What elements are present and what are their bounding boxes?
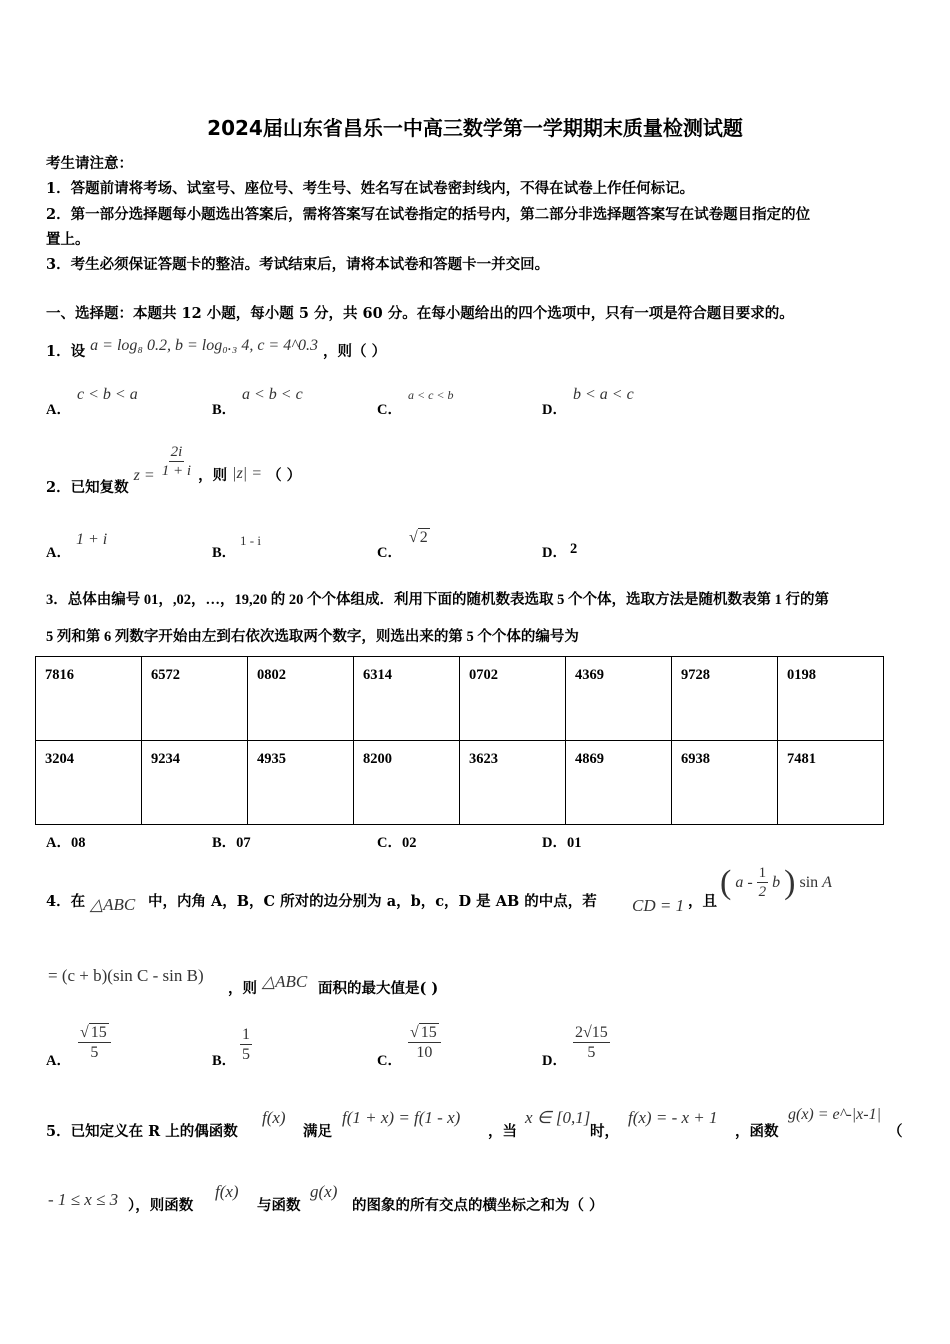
q3-line-2: 5 列和第 6 列数字开始由左到右依次选取两个数字，则选出来的第 5 个个体的编号为: [46, 629, 579, 645]
q5-f1: f(x): [262, 1108, 286, 1127]
q2-prefix: 2．已知复数: [46, 478, 129, 496]
q2-option-a: 1 + i: [76, 531, 108, 548]
q3-line-1: 3．总体由编号 01，,02，…，19,20 的 20 个个体组成．利用下面的随机数表选取 5 个个体，选取方法是随机数表第 1 行的第: [46, 592, 829, 608]
notice-item-2a: 2．第一部分选择题每小题选出答案后，需将答案写在试卷指定的括号内，第二部分非选择题答案写在试卷题目指定的位: [46, 206, 811, 223]
q2-stem: [46, 444, 302, 496]
q2-mid: ，则: [198, 466, 228, 484]
q1-option-b-label: B．: [212, 402, 237, 418]
q2-fraction: [160, 444, 193, 480]
q4-text-1: 4．在: [46, 893, 86, 910]
table-cell: 0198: [778, 657, 884, 741]
q5-text-7: ），则函数: [128, 1197, 194, 1214]
table-cell: 6314: [354, 657, 460, 741]
q1-stem: [46, 337, 387, 361]
q5-text-9: 的图象的所有交点的横坐标之和为（ ）: [352, 1197, 604, 1214]
q3-option-a: A．08: [46, 835, 86, 851]
table-cell: 6572: [142, 657, 248, 741]
table-cell: 4935: [248, 741, 354, 825]
q1-option-c-label: C．: [377, 402, 402, 418]
q5-range: x ∈ [0,1]: [525, 1108, 591, 1127]
q5-condition: f(1 + x) = f(1 - x): [342, 1108, 461, 1127]
table-cell: 3204: [36, 741, 142, 825]
q4-expr-2: = (c + b)(sin C - sin B): [48, 966, 204, 985]
q2-denominator: 1 + i: [161, 462, 192, 479]
q4-option-d-label: D．: [542, 1053, 567, 1069]
table-cell: 7481: [778, 741, 884, 825]
q2-abs: |z| =: [232, 464, 262, 482]
q4-text-3: ，且: [688, 893, 717, 910]
q1-prefix: 1．设: [46, 343, 86, 360]
q4-option-b: $\frac{1}{5}$: [242, 1026, 250, 1063]
q1-option-d-label: D．: [542, 402, 567, 418]
notice-item-2b: 置上。: [46, 231, 90, 248]
q2-suffix: （ ）: [267, 466, 302, 484]
q2-option-b: 1 - i: [240, 533, 261, 548]
q2-numerator: 2i: [170, 444, 183, 460]
q5-text-6: （: [888, 1123, 903, 1140]
table-cell: 7816: [36, 657, 142, 741]
q4-option-c-label: C．: [377, 1053, 402, 1069]
table-cell: 4869: [566, 741, 672, 825]
table-cell: 6938: [672, 741, 778, 825]
q5-text-1: 5．已知定义在 R 上的偶函数: [46, 1123, 238, 1140]
q5-g2: g(x): [310, 1182, 338, 1201]
q4-triangle: △ABC: [90, 895, 136, 914]
q1-option-a: c < b < a: [77, 386, 138, 403]
q3-option-b: B．07: [212, 835, 251, 851]
q5-text-5: ，函数: [735, 1123, 779, 1140]
q4-option-a: $\frac{√ 15}{5}$: [78, 1024, 111, 1062]
q2-option-c-label: C．: [377, 545, 402, 561]
q1-option-c: a < c < b: [408, 388, 454, 402]
q4-triangle-2: △ABC: [262, 972, 308, 991]
q2-option-b-label: B．: [212, 545, 237, 561]
table-cell: 0702: [460, 657, 566, 741]
notice-heading: 考生请注意：: [46, 155, 133, 172]
page-title: 2024届山东省昌乐一中高三数学第一学期期末质量检测试题: [207, 116, 743, 140]
q1-suffix: ，则（ ）: [323, 343, 387, 360]
section-heading: 一、选择题：本题共 12 小题，每小题 5 分，共 60 分。在每小题给出的四个选项中，只有一项是符合题目要求的。: [46, 305, 794, 322]
table-cell: 9728: [672, 657, 778, 741]
q1-option-a-label: A．: [46, 402, 71, 418]
q4-text-2: 中，内角 A，B，C 所对的边分别为 a，b，c，D 是 AB 的中点，若: [148, 893, 597, 910]
q4-expr-1: ( a - $\frac{1}{2}$ b ) sin A: [720, 864, 832, 901]
table-cell: 9234: [142, 741, 248, 825]
q1-option-b: a < b < c: [242, 386, 303, 403]
table-cell: 4369: [566, 657, 672, 741]
notice-item-3: 3．考生必须保证答题卡的整洁。考试结束后，请将本试卷和答题卡一并交回。: [46, 256, 550, 273]
q5-text-8: 与函数: [257, 1197, 301, 1214]
q4-text-5: 面积的最大值是( ): [318, 980, 439, 997]
q4-option-d: $\frac{2√15}{5}$: [575, 1024, 608, 1061]
q1-expression: a = log₈ 0.2, b = log₀.₃ 4, c = 4^0.3: [90, 337, 318, 354]
q2-option-c: 2: [419, 529, 428, 546]
q5-text-2: 满足: [303, 1123, 332, 1140]
table-row: [36, 657, 884, 741]
q5-text-3: ，当: [488, 1123, 517, 1140]
q5-f-definition: f(x) = - x + 1: [628, 1108, 718, 1127]
notice-item-1: 1．答题前请将考场、试室号、座位号、考生号、姓名写在试卷密封线内，不得在试卷上作任何标记。: [46, 180, 695, 197]
q4-cd: CD = 1: [632, 896, 685, 915]
q4-text-4: ，则: [228, 980, 257, 997]
q5-g-definition: g(x) = e^-|x-1|: [788, 1106, 881, 1123]
q2-option-d-label: D．: [542, 545, 567, 561]
q5-f2: f(x): [215, 1182, 239, 1201]
q4-option-a-label: A．: [46, 1053, 71, 1069]
random-number-table: [35, 656, 884, 825]
q2-option-a-label: A．: [46, 545, 71, 561]
table-row: [36, 741, 884, 825]
q5-text-4: 时，: [590, 1123, 619, 1140]
q3-option-d: D．01: [542, 835, 582, 851]
table-cell: 8200: [354, 741, 460, 825]
q2-option-d: 2: [570, 541, 578, 557]
q4-option-b-label: B．: [212, 1053, 237, 1069]
q2-z: z =: [133, 466, 155, 484]
q3-option-c: C．02: [377, 835, 417, 851]
q4-option-c: $\frac{√ 15}{10}$: [408, 1024, 441, 1062]
q2-option-c-sqrt: √ 2: [409, 529, 428, 546]
q5-domain: - 1 ≤ x ≤ 3: [48, 1190, 119, 1209]
q1-option-d: b < a < c: [573, 386, 634, 403]
table-cell: 3623: [460, 741, 566, 825]
table-cell: 0802: [248, 657, 354, 741]
